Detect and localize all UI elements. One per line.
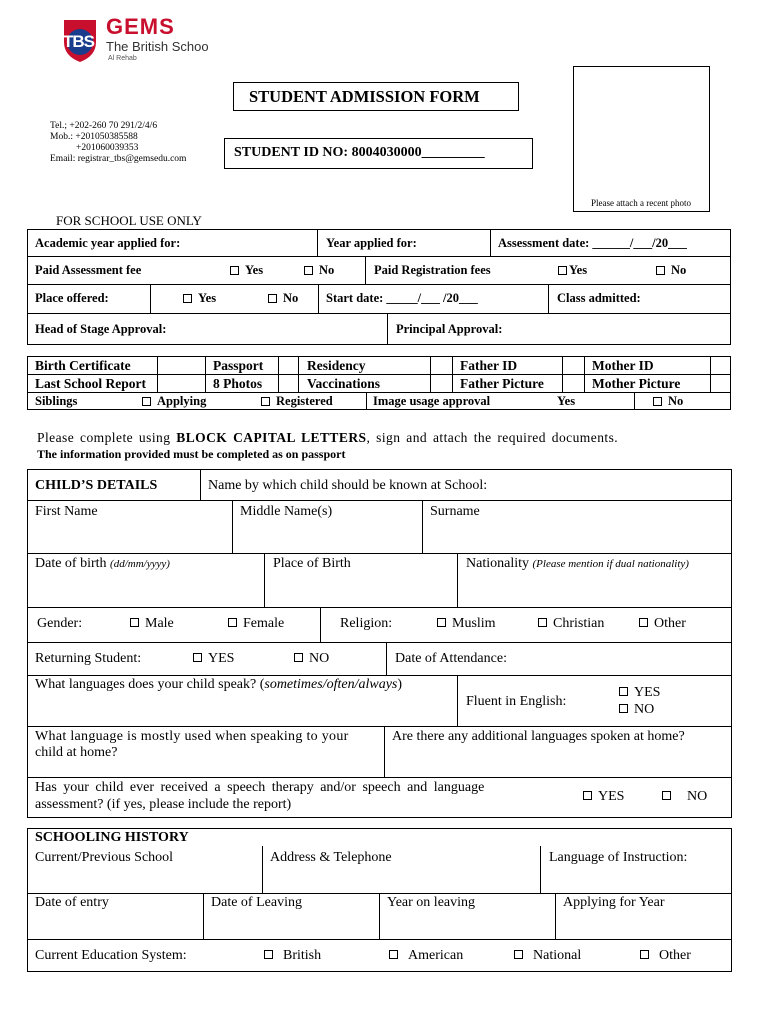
home-language-question-line1: What language is mostly used when speaking to your: [35, 729, 349, 744]
checkbox-icon: [183, 294, 192, 303]
place-of-birth-label: Place of Birth: [273, 556, 351, 571]
checkbox-icon: [640, 950, 649, 959]
checkbox-icon: [268, 294, 277, 303]
checkbox-icon: [653, 397, 662, 406]
checkbox-icon: [662, 791, 671, 800]
photo-note: Please attach a recent photo: [591, 198, 691, 208]
paid-assessment-label: Paid Assessment fee: [35, 263, 142, 277]
school-use-title: FOR SCHOOL USE ONLY: [56, 213, 202, 228]
paid-registration-label: Paid Registration fees: [374, 263, 491, 277]
returning-student-label: Returning Student:: [35, 651, 142, 666]
dob-label: Date of birth (dd/mm/yyyy): [35, 556, 170, 571]
checkbox-icon: [619, 704, 628, 713]
paid-assessment-yes[interactable]: Yes: [230, 263, 263, 278]
checkbox-icon: [437, 618, 446, 627]
date-leaving-label: Date of Leaving: [211, 895, 302, 910]
religion-christian-option[interactable]: Christian: [538, 616, 604, 632]
doc-mother-picture: Mother Picture: [592, 376, 681, 391]
fluent-no-option[interactable]: NO: [619, 702, 654, 718]
place-offered-no[interactable]: No: [268, 291, 298, 306]
doc-vaccinations: Vaccinations: [307, 376, 381, 391]
first-name-label: First Name: [35, 504, 98, 519]
speech-yes-option[interactable]: YES: [583, 789, 624, 805]
checkbox-icon: [142, 397, 151, 406]
religion-other-option[interactable]: Other: [639, 616, 686, 632]
language-instruction-label: Language of Instruction:: [549, 850, 688, 865]
start-date-label: Start date: _____/___ /20___: [326, 291, 478, 305]
religion-label: Religion:: [340, 616, 393, 631]
applying-year-label: Applying for Year: [563, 895, 665, 910]
checkbox-icon: [514, 950, 523, 959]
edu-other-option[interactable]: Other: [640, 948, 691, 964]
checkbox-icon: [389, 950, 398, 959]
gender-male-option[interactable]: Male: [130, 616, 174, 632]
logo-school-name: The British Schoo: [106, 39, 209, 54]
checkbox-icon: [304, 266, 313, 275]
checkbox-icon: [656, 266, 665, 275]
home-language-question-line2: child at home?: [35, 745, 118, 760]
doc-residency: Residency: [307, 358, 366, 373]
contact-tel: Tel.; +202-260 70 291/2/4/6: [50, 121, 158, 131]
instructions-line1: Please complete using BLOCK CAPITAL LETTERS, sign and attach the required documents.: [37, 430, 619, 445]
fluent-yes-option[interactable]: YES: [619, 685, 660, 701]
returning-no-option[interactable]: NO: [294, 651, 329, 667]
checkbox-icon: [538, 618, 547, 627]
checkbox-icon: [230, 266, 239, 275]
checkbox-icon: [130, 618, 139, 627]
education-system-label: Current Education System:: [35, 948, 187, 963]
checkbox-icon: [558, 266, 567, 275]
edu-national-option[interactable]: National: [514, 948, 581, 964]
siblings-registered[interactable]: Registered: [261, 394, 333, 409]
class-admitted-label: Class admitted:: [557, 291, 641, 305]
schooling-history-title: SCHOOLING HISTORY: [35, 830, 189, 845]
logo-brand: GEMS: [106, 14, 175, 39]
doc-father-id: Father ID: [460, 358, 518, 373]
school-logo: [58, 16, 218, 66]
form-title: STUDENT ADMISSION FORM: [249, 87, 480, 106]
doc-birth-certificate: Birth Certificate: [35, 358, 131, 373]
year-leaving-label: Year on leaving: [387, 895, 476, 910]
paid-assessment-no[interactable]: No: [304, 263, 334, 278]
checkbox-icon: [583, 791, 592, 800]
religion-muslim-option[interactable]: Muslim: [437, 616, 496, 632]
speech-no-option[interactable]: NO: [662, 789, 707, 805]
student-id: STUDENT ID NO: 8004030000_________: [234, 145, 485, 160]
contact-mob1: Mob.: +201050385588: [50, 132, 138, 142]
instructions-line2: The information provided must be completed as on passport: [37, 447, 346, 461]
edu-british-option[interactable]: British: [264, 948, 321, 964]
current-school-label: Current/Previous School: [35, 850, 174, 865]
address-telephone-label: Address & Telephone: [270, 850, 392, 865]
gender-female-option[interactable]: Female: [228, 616, 284, 632]
siblings-applying[interactable]: Applying: [142, 394, 206, 409]
checkbox-icon: [639, 618, 648, 627]
place-offered-yes[interactable]: Yes: [183, 291, 216, 306]
surname-label: Surname: [430, 504, 480, 519]
checkbox-icon: [619, 687, 628, 696]
paid-registration-no[interactable]: No: [656, 263, 686, 278]
checkbox-icon: [228, 618, 237, 627]
doc-mother-id: Mother ID: [592, 358, 654, 373]
logo-mark: TBS: [63, 32, 94, 51]
year-applied-label: Year applied for:: [326, 236, 417, 250]
image-usage-no[interactable]: No: [653, 394, 683, 409]
doc-image-usage: Image usage approval: [373, 394, 491, 408]
doc-father-picture: Father Picture: [460, 376, 544, 391]
checkbox-icon: [193, 653, 202, 662]
edu-american-option[interactable]: American: [389, 948, 463, 964]
speech-question-line2: assessment? (if yes, please include the report): [35, 797, 292, 812]
middle-name-label: Middle Name(s): [240, 504, 333, 519]
logo-location: Al Rehab: [108, 55, 137, 62]
contact-email: Email: registrar_tbs@gemsedu.com: [50, 154, 187, 164]
checkbox-icon: [261, 397, 270, 406]
date-entry-label: Date of entry: [35, 895, 109, 910]
doc-passport: Passport: [213, 358, 264, 373]
head-approval-label: Head of Stage Approval:: [35, 322, 167, 336]
doc-last-school-report: Last School Report: [35, 376, 146, 391]
assessment-date-label: Assessment date: ______/___/20___: [498, 236, 687, 250]
contact-mob2: +201060039353: [76, 143, 139, 153]
photo-box[interactable]: [573, 66, 710, 212]
checkbox-icon: [264, 950, 273, 959]
child-details-title: CHILD’S DETAILS: [35, 478, 158, 493]
child-details-table: [27, 469, 732, 818]
principal-approval-label: Principal Approval:: [396, 322, 503, 336]
additional-languages-question: Are there any additional languages spoken at home?: [392, 729, 685, 744]
languages-question: What languages does your child speak? (sometimes/often/always): [35, 677, 403, 692]
known-as-label: Name by which child should be known at School:: [208, 478, 488, 493]
place-offered-label: Place offered:: [35, 291, 109, 305]
speech-question-line1: Has your child ever received a speech therapy and/or speech and language: [35, 780, 485, 795]
checkbox-icon: [294, 653, 303, 662]
nationality-label: Nationality (Please mention if dual nationality): [466, 556, 689, 571]
academic-year-label: Academic year applied for:: [35, 236, 181, 250]
date-attendance-label: Date of Attendance:: [395, 651, 507, 666]
paid-registration-yes[interactable]: Yes: [558, 263, 587, 278]
image-usage-yes[interactable]: Yes: [557, 394, 576, 408]
returning-yes-option[interactable]: YES: [193, 651, 234, 667]
doc-photos: 8 Photos: [213, 376, 263, 391]
fluent-english-label: Fluent in English:: [466, 694, 567, 709]
doc-siblings: Siblings: [35, 394, 78, 408]
gender-label: Gender:: [37, 616, 83, 631]
